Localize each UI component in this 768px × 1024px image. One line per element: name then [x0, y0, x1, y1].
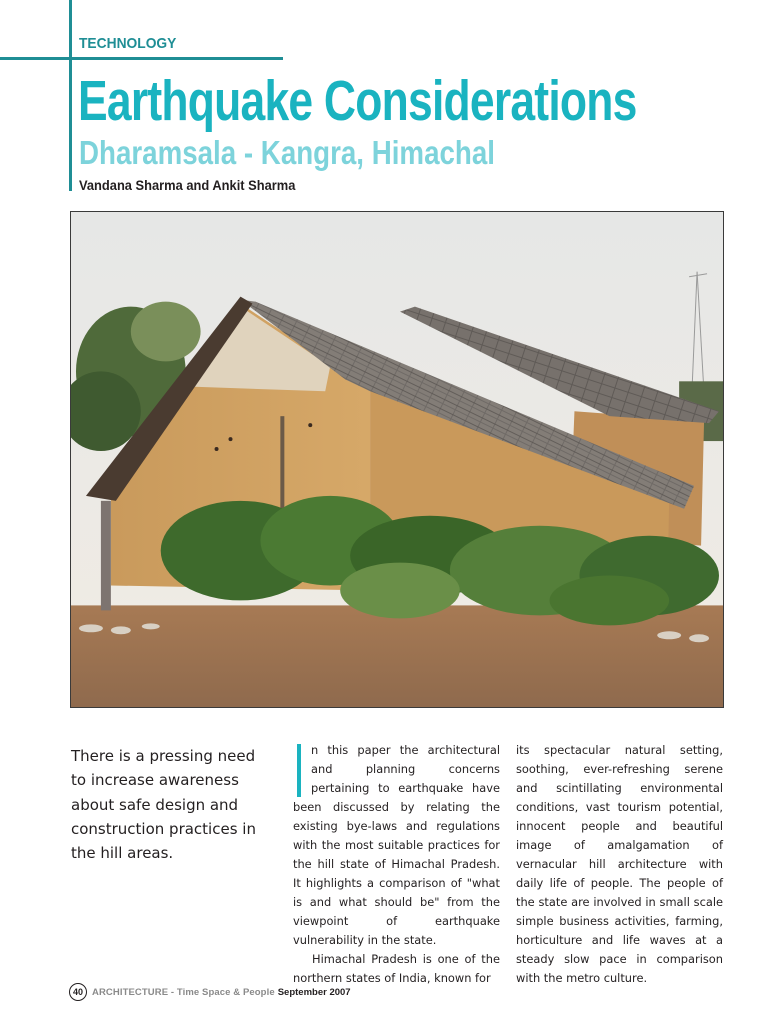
article-subtitle: Dharamsala - Kangra, Himachal	[79, 134, 495, 171]
article-authors: Vandana Sharma and Ankit Sharma	[79, 177, 296, 193]
paragraph-text: n this paper the architectural and planning concerns pertaining to earthquake have been discussed by relating the existing bye-laws and regulations with the most suitable practices for the hill state of Himachal Pradesh. It highlights a comparison of "what is and what should be" from the viewpoint of earthquake vulnerability in the state.	[293, 743, 500, 947]
post	[280, 416, 284, 521]
house-photo	[70, 211, 724, 708]
pull-quote: There is a pressing need to increase awareness about safe design and construction practices in the hill areas.	[71, 747, 256, 863]
accent-horizontal-rule	[0, 57, 283, 60]
page-number: 40	[69, 983, 87, 1001]
vernacular-house-illustration	[71, 212, 723, 707]
drop-cap-bar	[297, 744, 301, 797]
issue-date: September 2007	[277, 986, 351, 998]
paragraph: its spectacular natural setting, soothing, ever-refreshing serene and scintillating environmental conditions, vast tourism potential, innocent people and beautiful image of amalgamation of vernacular hill architecture with daily life of people. The people of the state are involved in small scale simple business activities, farming, horticulture and life waves at a steady slow pace in comparison with the metro culture.	[516, 743, 723, 985]
page-footer	[69, 982, 351, 1002]
pillar	[101, 501, 111, 611]
text-column-1	[293, 741, 500, 988]
article-title: Earthquake Considerations	[78, 69, 637, 133]
publication-name: ARCHITECTURE - Time Space & People	[92, 986, 275, 998]
paragraph	[293, 741, 500, 950]
accent-vertical-rule	[69, 0, 72, 191]
paragraph: Himachal Pradesh is one of the northern states of India, known for	[293, 952, 500, 985]
section-label: TECHNOLOGY	[79, 35, 177, 52]
drop-cap	[311, 741, 312, 742]
text-column-2	[516, 741, 723, 988]
